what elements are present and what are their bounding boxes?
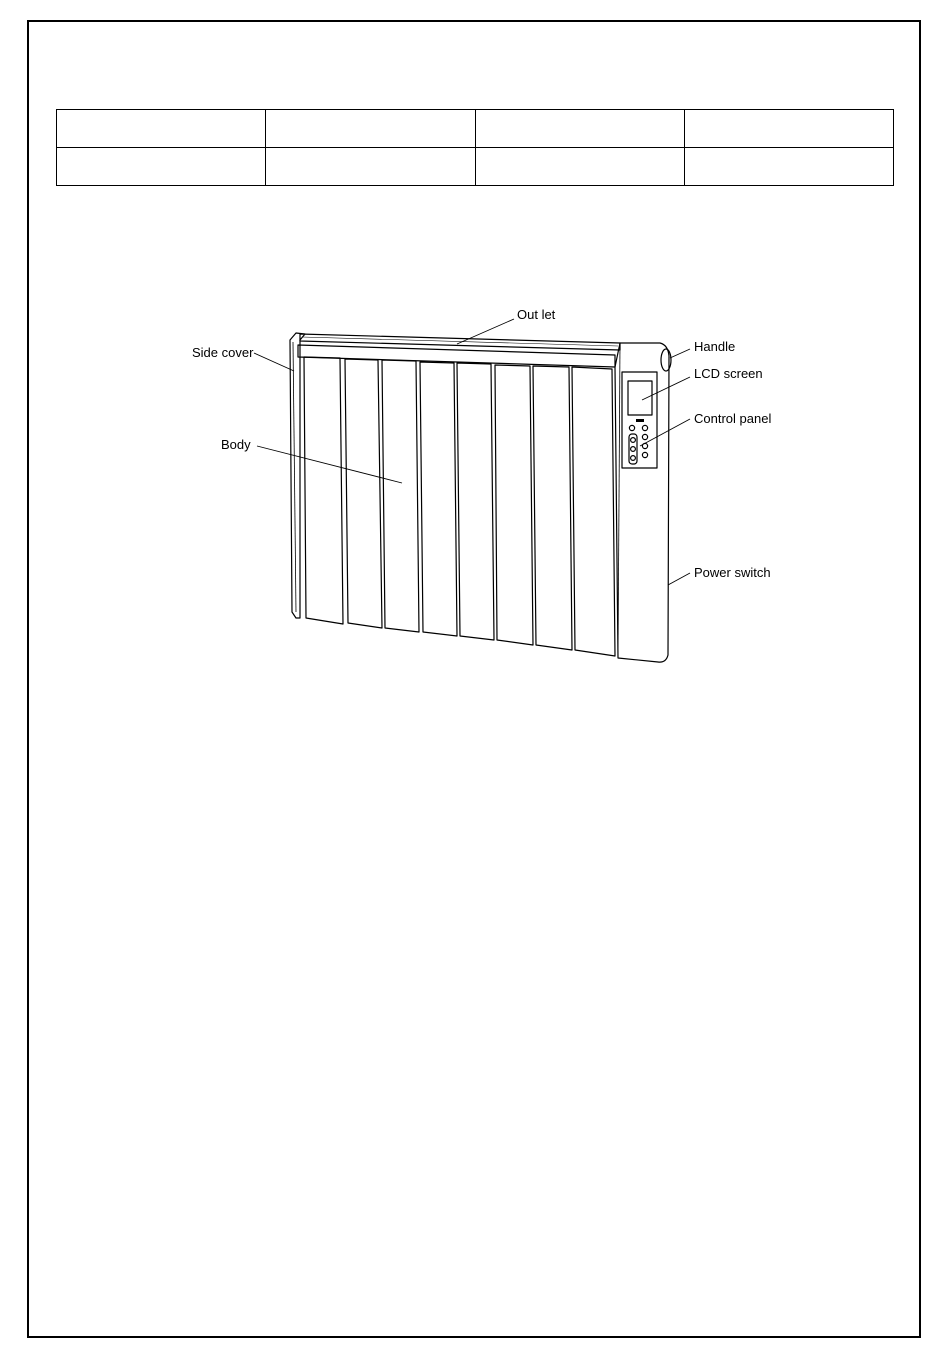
outlet-label: Out let (517, 307, 556, 322)
radiator-fin (533, 366, 572, 650)
leader-line (257, 446, 402, 483)
body-label: Body (221, 437, 251, 452)
radiator-fin (304, 357, 343, 624)
radiator-fin (345, 359, 382, 628)
radiator-fin (495, 365, 533, 645)
leader-line (254, 353, 294, 371)
lcd-screen-label: LCD screen (694, 366, 763, 381)
leader-line (670, 349, 690, 358)
outlet-bar (300, 334, 620, 350)
side-cover-shape (290, 333, 305, 618)
control-panel-label: Control panel (694, 411, 772, 426)
radiator-fin (420, 362, 457, 636)
radiator-fin (457, 363, 494, 640)
lcd-screen-shape (628, 381, 652, 415)
leader-line (640, 419, 690, 446)
side-cover-label: Side cover (192, 345, 254, 360)
handle-label: Handle (694, 339, 736, 354)
radiator-fin (382, 360, 419, 632)
radiator-fin (572, 367, 615, 656)
leader-line (668, 573, 690, 585)
power-switch-label: Power switch (694, 565, 771, 580)
